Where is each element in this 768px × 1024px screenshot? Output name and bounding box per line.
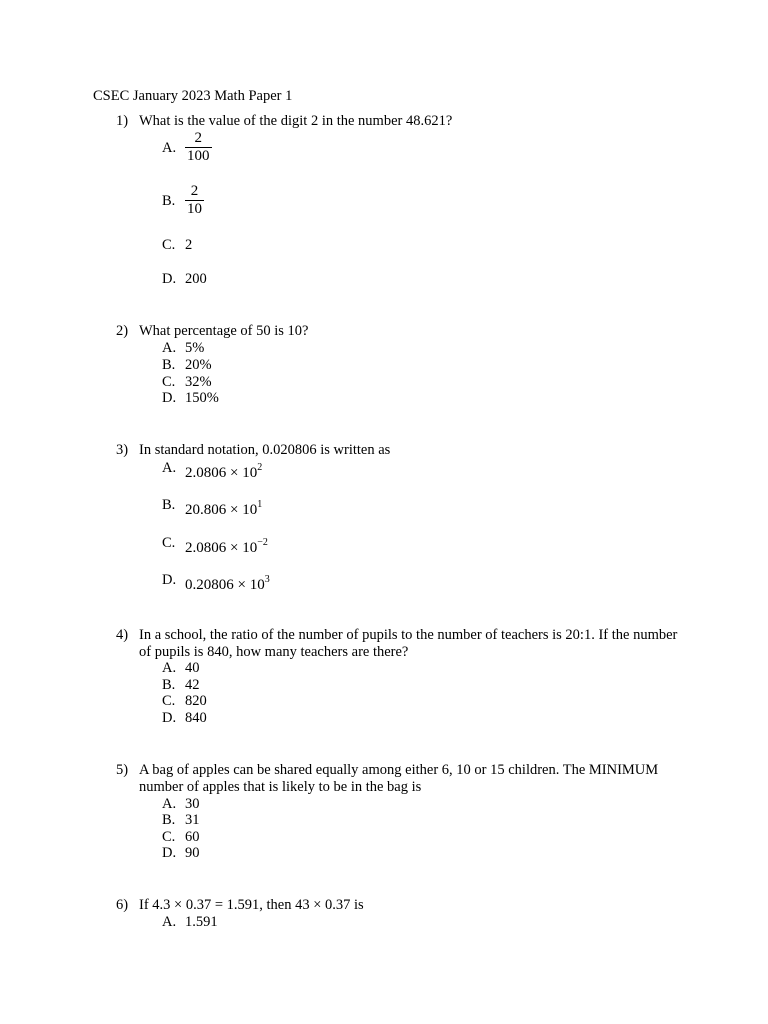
option-value: 20% xyxy=(185,357,212,373)
document-title: CSEC January 2023 Math Paper 1 xyxy=(93,88,293,104)
question-text: What is the value of the digit 2 in the number 48.621? xyxy=(139,113,453,129)
option-value: 42 xyxy=(185,677,200,693)
option-value: 40 xyxy=(185,660,200,676)
mantissa: 20.806 xyxy=(185,502,227,518)
option-value: 1.591 xyxy=(185,914,218,930)
question-number: 5) xyxy=(116,762,129,778)
mantissa: 2.0806 xyxy=(185,540,227,556)
option-letter: B. xyxy=(162,357,176,373)
question-text: If 4.3 × 0.37 = 1.591, then 43 × 0.37 is xyxy=(139,897,364,913)
question-text: What percentage of 50 is 10? xyxy=(139,323,309,339)
option-letter: D. xyxy=(162,572,177,588)
option-value: 30 xyxy=(185,796,200,812)
option-value: 840 xyxy=(185,710,207,726)
exponent: −2 xyxy=(257,537,268,548)
option-expression xyxy=(185,573,270,594)
question-number: 6) xyxy=(116,897,129,913)
option-letter: A. xyxy=(162,140,177,156)
option-letter: A. xyxy=(162,796,177,812)
option-value: 32% xyxy=(185,374,212,390)
option-letter: B. xyxy=(162,497,176,513)
base: × 10 xyxy=(237,577,265,593)
mantissa: 0.20806 xyxy=(185,577,234,593)
exponent: 2 xyxy=(257,462,263,473)
option-value: 820 xyxy=(185,693,207,709)
base: × 10 xyxy=(230,540,258,556)
option-value: 2 xyxy=(185,237,193,253)
option-letter: D. xyxy=(162,390,177,406)
option-letter: A. xyxy=(162,660,177,676)
option-letter: A. xyxy=(162,460,177,476)
question-number: 2) xyxy=(116,323,129,339)
fraction-numerator: 2 xyxy=(190,183,199,199)
option-value: 200 xyxy=(185,271,207,287)
option-fraction xyxy=(185,183,204,217)
option-letter: D. xyxy=(162,710,177,726)
option-letter: B. xyxy=(162,193,176,209)
option-fraction xyxy=(185,130,212,164)
option-expression xyxy=(185,498,262,519)
fraction-denominator: 100 xyxy=(187,147,210,164)
question-number: 4) xyxy=(116,627,129,643)
option-value: 60 xyxy=(185,829,200,845)
option-letter: D. xyxy=(162,845,177,861)
option-value: 5% xyxy=(185,340,205,356)
option-value: 90 xyxy=(185,845,200,861)
option-letter: C. xyxy=(162,693,176,709)
base: × 10 xyxy=(230,465,258,481)
question-text: In standard notation, 0.020806 is written as xyxy=(139,442,391,458)
option-value: 31 xyxy=(185,812,200,828)
option-letter: C. xyxy=(162,374,176,390)
question-number: 3) xyxy=(116,442,129,458)
fraction-denominator: 10 xyxy=(187,200,202,217)
fraction-numerator: 2 xyxy=(194,130,202,146)
option-letter: C. xyxy=(162,535,176,551)
question-text-line-1: A bag of apples can be shared equally among either 6, 10 or 15 children. The MINIMUM xyxy=(139,762,659,778)
question-number: 1) xyxy=(116,113,129,129)
option-expression xyxy=(185,536,268,557)
option-letter: A. xyxy=(162,914,177,930)
option-expression xyxy=(185,461,262,482)
question-text-line-1: In a school, the ratio of the number of pupils to the number of teachers is 20:1. If the number xyxy=(139,627,678,643)
option-letter: D. xyxy=(162,271,177,287)
mantissa: 2.0806 xyxy=(185,465,227,481)
exponent: 3 xyxy=(264,574,270,585)
option-letter: B. xyxy=(162,812,176,828)
option-letter: C. xyxy=(162,829,176,845)
question-text-line-2: of pupils is 840, how many teachers are there? xyxy=(139,644,409,660)
exponent: 1 xyxy=(257,499,263,510)
question-text-line-2: number of apples that is likely to be in the bag is xyxy=(139,779,422,795)
base: × 10 xyxy=(230,502,258,518)
option-letter: B. xyxy=(162,677,176,693)
option-value: 150% xyxy=(185,390,219,406)
option-letter: A. xyxy=(162,340,177,356)
option-letter: C. xyxy=(162,237,176,253)
